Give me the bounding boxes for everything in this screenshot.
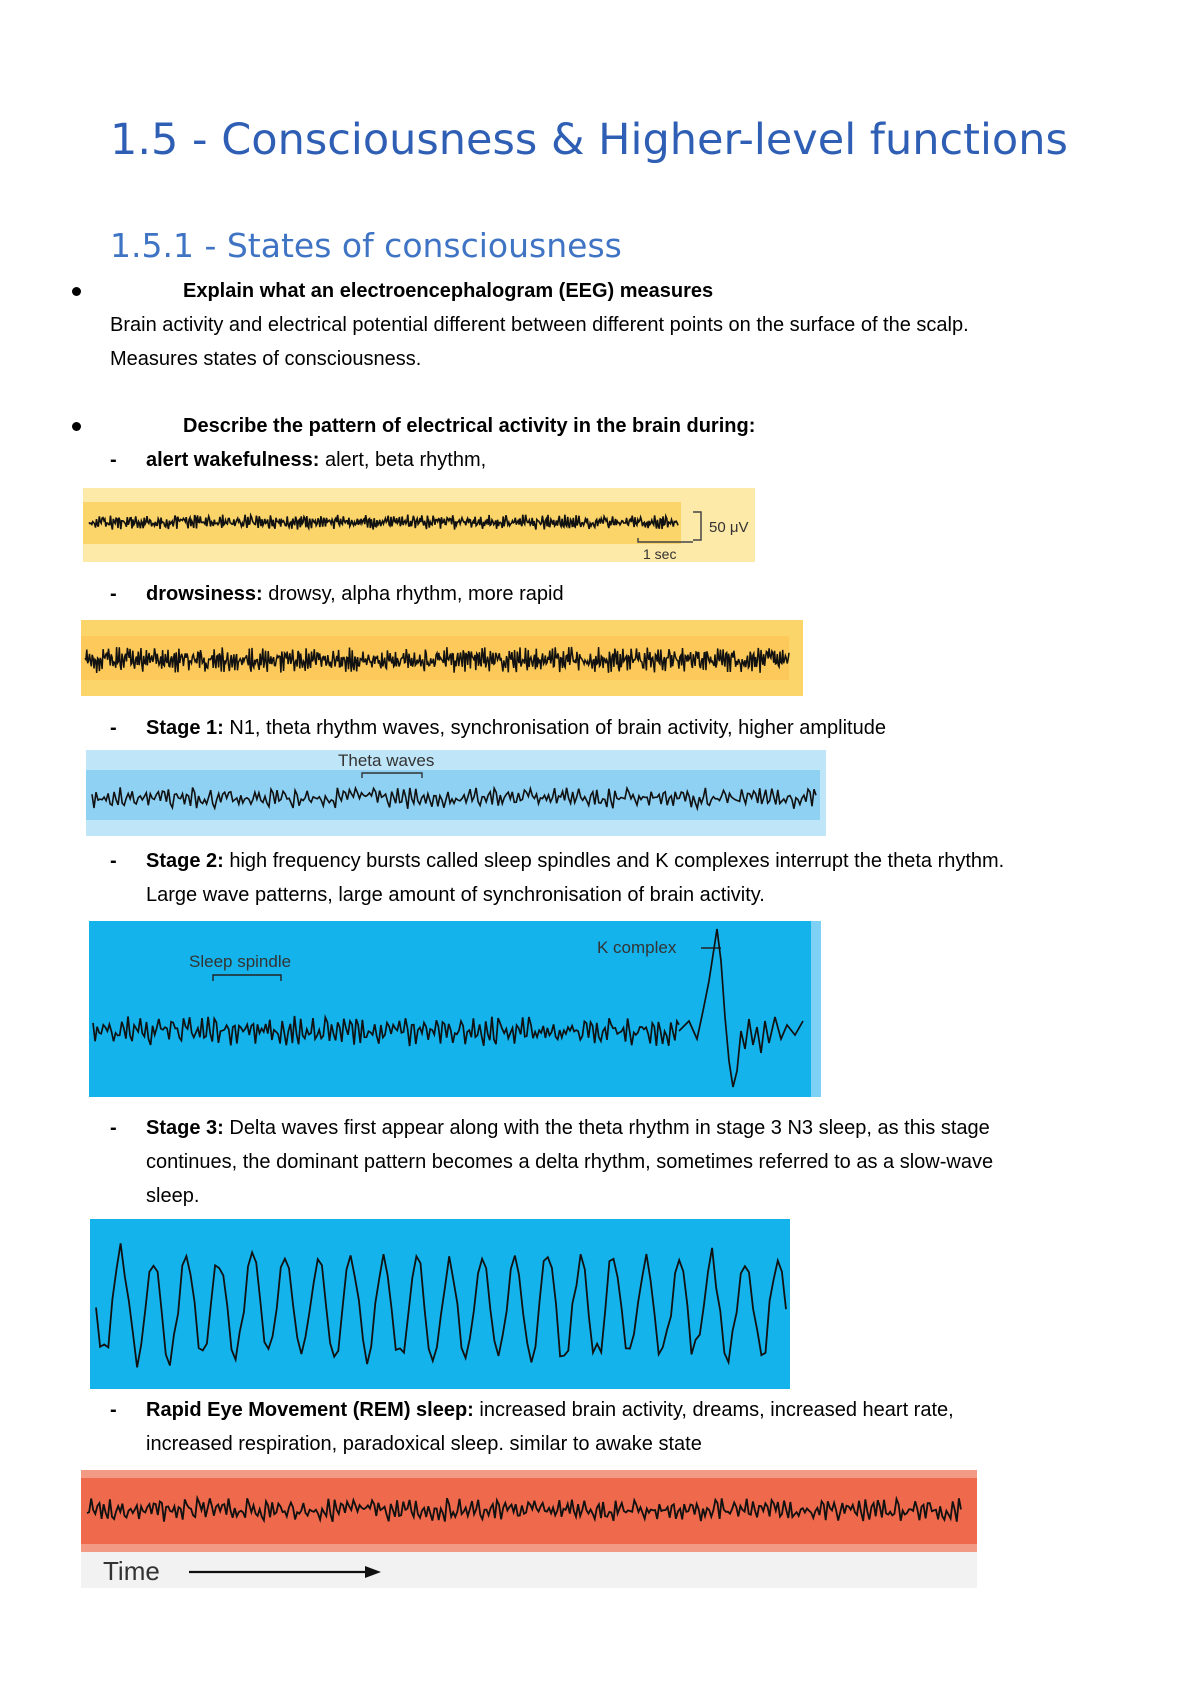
description: alert, beta rhythm,	[319, 449, 487, 471]
time-axis-label: Time	[103, 1556, 160, 1586]
axis-strip	[81, 1552, 977, 1588]
eeg-awake-figure	[83, 488, 755, 562]
list-item-stage2	[146, 844, 1004, 878]
section-title: 1.5.1 - States of consciousness	[110, 226, 622, 265]
list-item-stage2-cont: Large wave patterns, large amount of synchronisation of brain activity.	[146, 884, 765, 906]
answer-line: Brain activity and electrical potential different between different points on the surface of the scalp.	[110, 314, 969, 336]
list-dash: -	[110, 717, 117, 739]
list-dash: -	[110, 850, 117, 872]
eeg-drowsy-figure	[81, 620, 803, 696]
time-scale-label: 1 sec	[643, 546, 677, 562]
list-item-rem	[146, 1393, 954, 1427]
k-complex-label: K complex	[597, 938, 677, 957]
description: increased brain activity, dreams, increased heart rate,	[473, 1399, 954, 1421]
list-item-rem-cont: increased respiration, paradoxical sleep. similar to awake state	[146, 1433, 702, 1455]
description: Delta waves first appear along with the theta rhythm in stage 3 N3 sleep, as this stage	[223, 1117, 990, 1139]
list-item-stage1	[146, 711, 886, 745]
list-dash: -	[110, 583, 117, 605]
eeg-stage3-figure	[90, 1219, 790, 1389]
band-inner	[86, 770, 820, 820]
eeg-rem-figure	[81, 1470, 977, 1588]
list-dash: -	[110, 1399, 117, 1421]
page-title: 1.5 - Consciousness & Higher-level functions	[110, 115, 1068, 165]
question-heading: Describe the pattern of electrical activity in the brain during:	[183, 415, 756, 437]
description: N1, theta rhythm waves, synchronisation of brain activity, higher amplitude	[223, 717, 886, 739]
bullet-icon	[72, 422, 81, 431]
sleep-spindle-label: Sleep spindle	[189, 952, 292, 971]
description: drowsy, alpha rhythm, more rapid	[262, 583, 564, 605]
question-heading: Explain what an electroencephalogram (EEG) measures	[183, 280, 714, 302]
list-item-stage3-cont: continues, the dominant pattern becomes a delta rhythm, sometimes referred to as a slow-wave	[146, 1151, 994, 1173]
list-item-stage3-cont: sleep.	[146, 1185, 200, 1207]
term: Stage 3:	[146, 1117, 224, 1139]
list-dash: -	[110, 1117, 117, 1139]
list-item-stage3	[146, 1111, 990, 1145]
list-dash: -	[110, 449, 117, 471]
description: high frequency bursts called sleep spindles and K complexes interrupt the theta rhythm.	[223, 850, 1005, 872]
list-item-drowsy	[146, 577, 564, 611]
eeg-stage2-figure	[89, 921, 821, 1097]
answer-line: Measures states of consciousness.	[110, 348, 422, 370]
bullet-icon	[72, 287, 81, 296]
term: alert wakefulness:	[146, 449, 320, 471]
term: drowsiness:	[146, 583, 263, 605]
term: Stage 2:	[146, 850, 224, 872]
theta-waves-label: Theta waves	[338, 751, 435, 770]
term: Stage 1:	[146, 717, 224, 739]
voltage-scale-label: 50 μV	[709, 519, 749, 536]
eeg-stage1-figure	[86, 750, 826, 836]
term: Rapid Eye Movement (REM) sleep:	[146, 1399, 474, 1421]
list-item-awake	[146, 443, 486, 477]
